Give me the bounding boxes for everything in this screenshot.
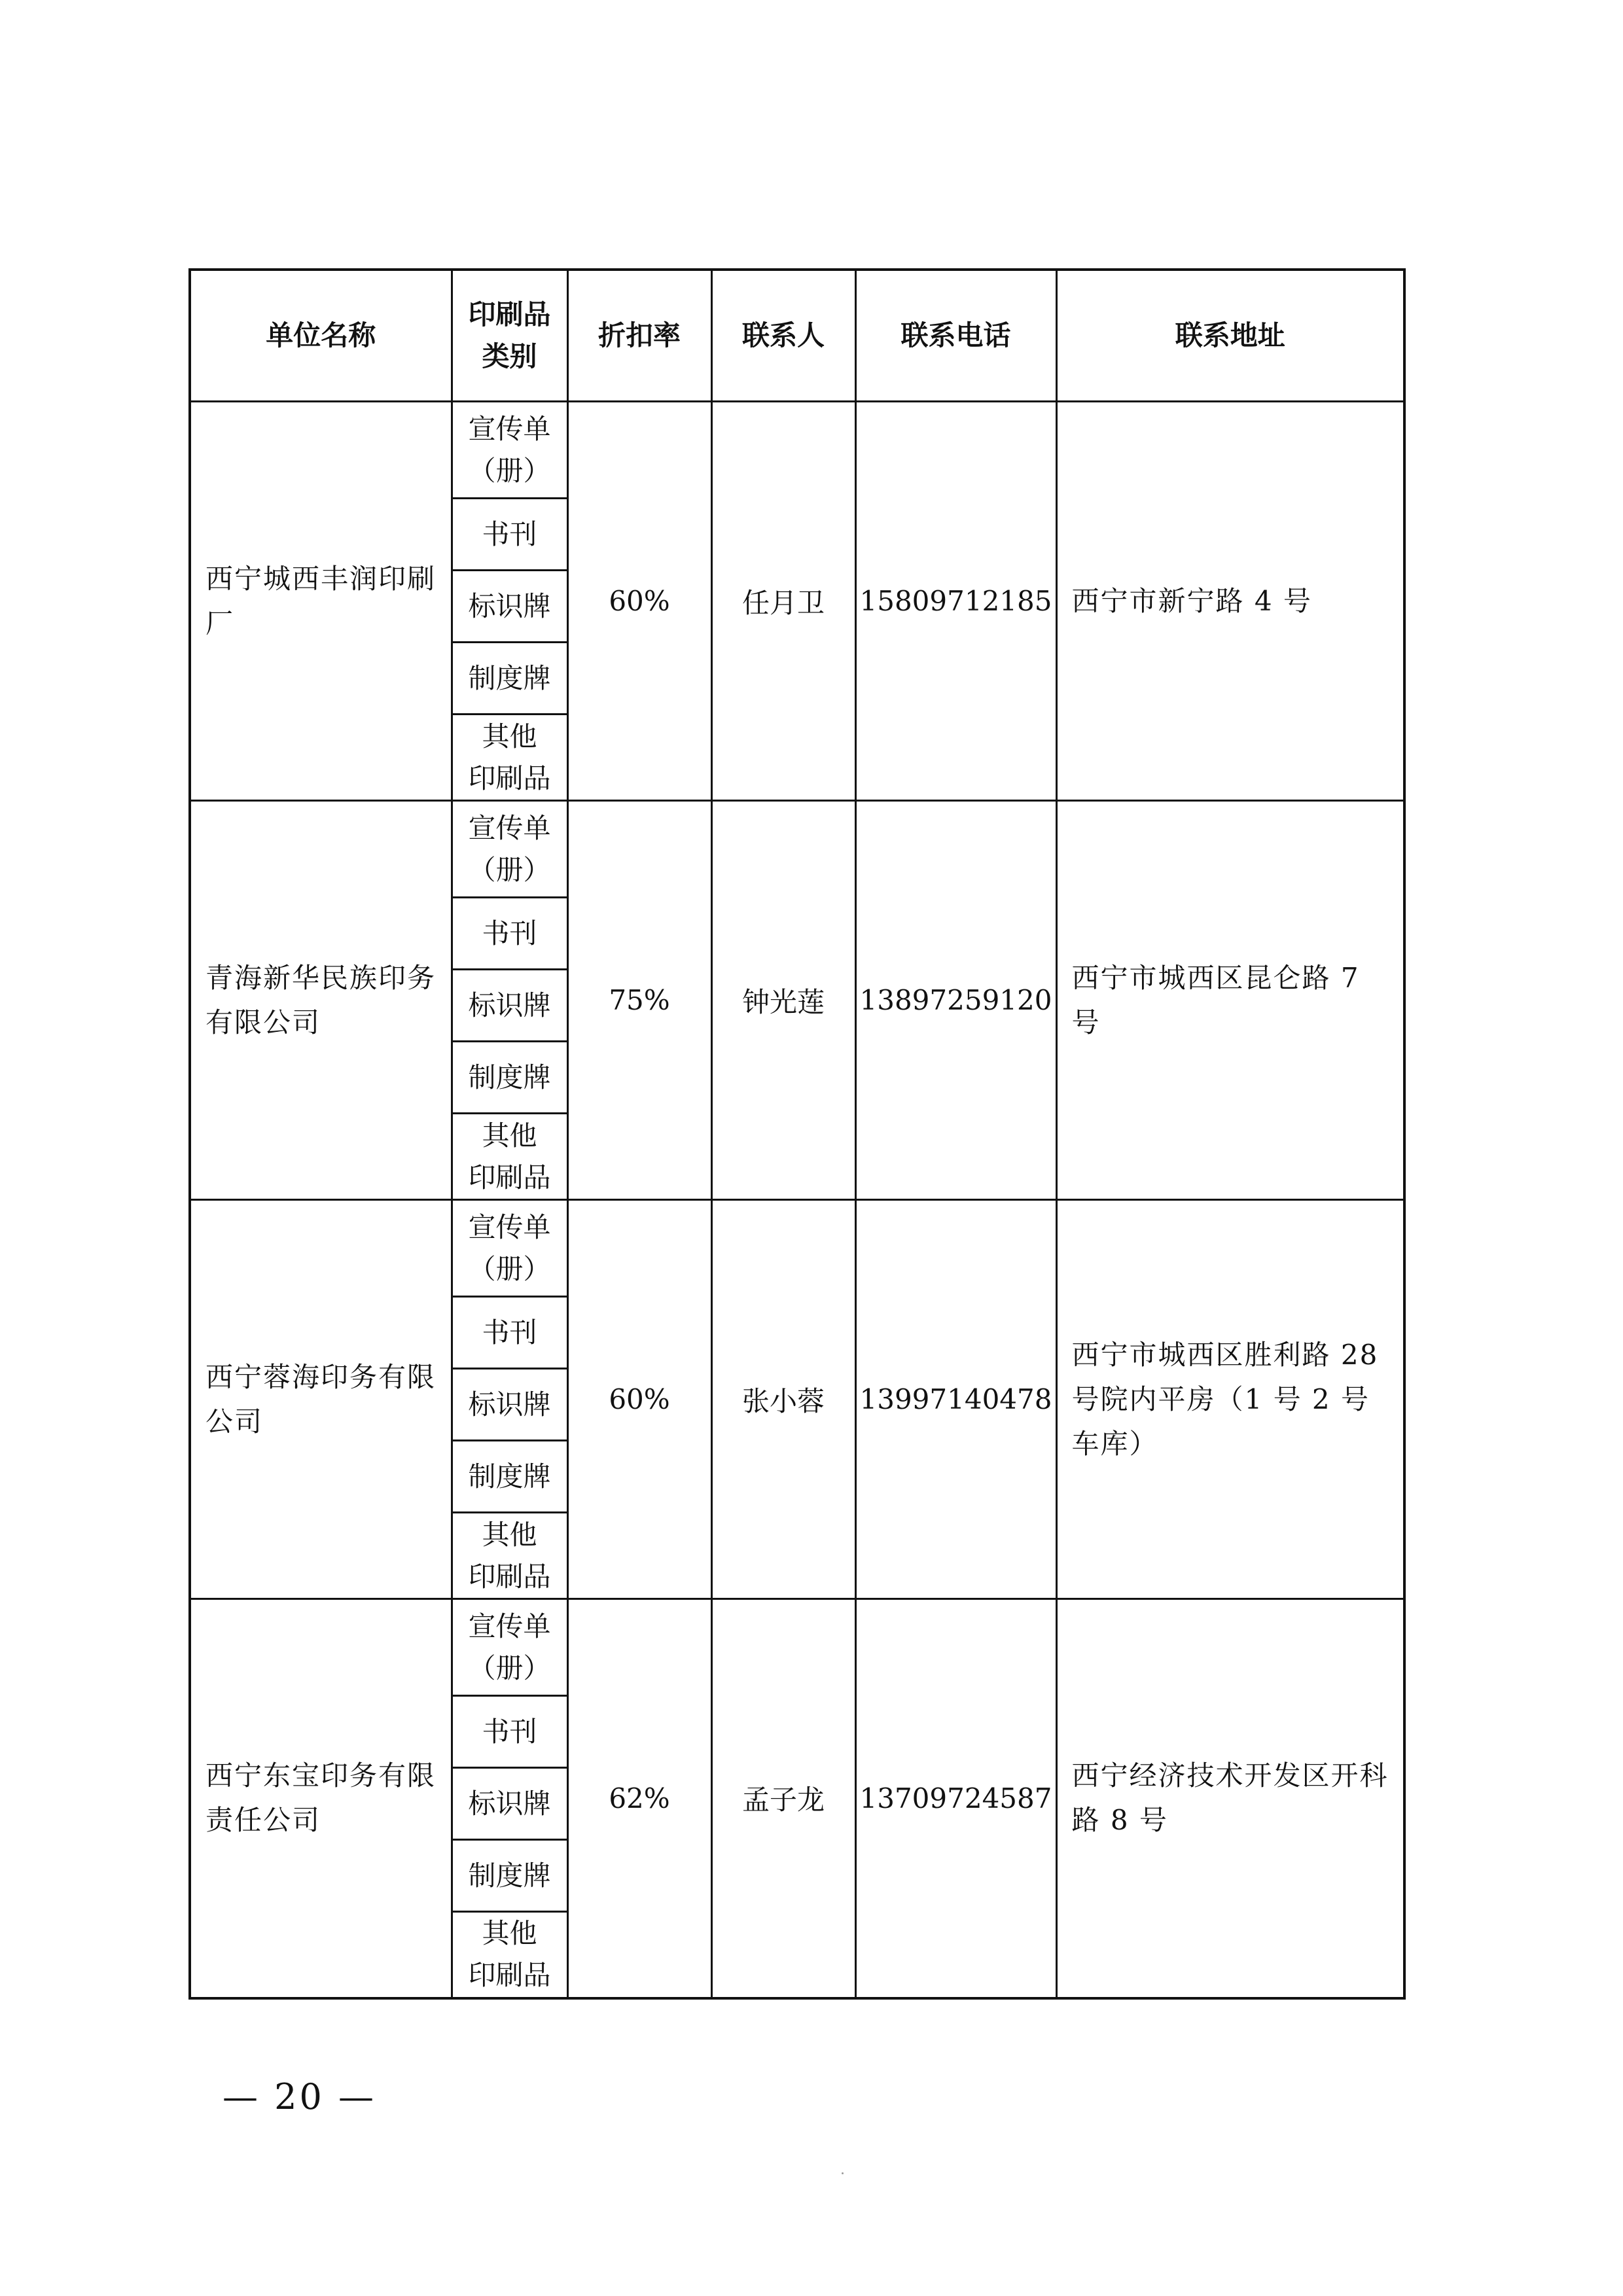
- category-cell: [452, 1114, 567, 1200]
- category-label: 印刷品: [468, 1560, 551, 1593]
- category-cell: 书刊: [452, 898, 567, 970]
- category-label: 宣传单: [468, 1210, 551, 1243]
- category-cell: 书刊: [452, 499, 567, 571]
- category-cell: 标识牌: [452, 970, 567, 1042]
- table-row: [190, 402, 1404, 499]
- contact-cell: 孟子龙: [711, 1599, 855, 1998]
- category-cell: [452, 715, 567, 801]
- category-cell: 制度牌: [452, 1042, 567, 1114]
- table-row: [190, 1200, 1404, 1297]
- category-cell: [452, 1513, 567, 1599]
- category-label: 宣传单: [468, 412, 551, 445]
- category-cell: [452, 402, 567, 499]
- discount-cell: 60%: [567, 1200, 711, 1599]
- category-cell: 书刊: [452, 1696, 567, 1768]
- phone-cell: 15809712185: [855, 402, 1056, 801]
- discount-cell: 62%: [567, 1599, 711, 1998]
- category-label: 其他: [482, 720, 537, 752]
- unit-name-cell: 西宁蓉海印务有限公司: [190, 1200, 452, 1599]
- address-cell: 西宁经济技术开发区开科路 8 号: [1056, 1599, 1404, 1998]
- unit-name-cell: 西宁东宝印务有限责任公司: [190, 1599, 452, 1998]
- category-cell: [452, 1912, 567, 1998]
- category-cell: [452, 1200, 567, 1297]
- unit-name-cell: 青海新华民族印务有限公司: [190, 801, 452, 1200]
- category-cell: 制度牌: [452, 1840, 567, 1912]
- category-label: （册）: [468, 853, 551, 886]
- category-label: 其他: [482, 1119, 537, 1152]
- table-header-row: [190, 270, 1404, 402]
- phone-cell: 13997140478: [855, 1200, 1056, 1599]
- header-category: [452, 270, 567, 402]
- address-cell: 西宁市城西区胜利路 28 号院内平房（1 号 2 号车库）: [1056, 1200, 1404, 1599]
- category-label: 宣传单: [468, 811, 551, 844]
- header-address: 联系地址: [1056, 270, 1404, 402]
- scan-speck: [842, 2172, 844, 2174]
- address-cell: 西宁市城西区昆仑路 7 号: [1056, 801, 1404, 1200]
- discount-cell: 75%: [567, 801, 711, 1200]
- table-row: [190, 1599, 1404, 1696]
- category-label: 其他: [482, 1518, 537, 1551]
- phone-cell: 13709724587: [855, 1599, 1056, 1998]
- category-cell: 制度牌: [452, 643, 567, 715]
- category-label: 印刷品: [468, 762, 551, 794]
- discount-cell: 60%: [567, 402, 711, 801]
- contact-cell: 任月卫: [711, 402, 855, 801]
- phone-cell: 13897259120: [855, 801, 1056, 1200]
- unit-name-cell: 西宁城西丰润印刷厂: [190, 402, 452, 801]
- category-cell: 标识牌: [452, 1768, 567, 1840]
- category-label: （册）: [468, 1651, 551, 1684]
- category-cell: 制度牌: [452, 1441, 567, 1513]
- category-label: 印刷品: [468, 1161, 551, 1193]
- category-cell: 标识牌: [452, 571, 567, 643]
- category-cell: [452, 1599, 567, 1696]
- address-cell: 西宁市新宁路 4 号: [1056, 402, 1404, 801]
- category-cell: 标识牌: [452, 1369, 567, 1441]
- page-number: — 20 —: [223, 2076, 377, 2117]
- category-label: 宣传单: [468, 1610, 551, 1642]
- header-discount: 折扣率: [567, 270, 711, 402]
- category-label: 其他: [482, 1917, 537, 1950]
- header-phone: 联系电话: [855, 270, 1056, 402]
- category-label: （册）: [468, 454, 551, 487]
- printing-vendor-table: [188, 268, 1406, 2000]
- header-category-line1: 印刷品: [468, 298, 551, 330]
- header-category-line2: 类别: [482, 340, 537, 372]
- category-label: （册）: [468, 1252, 551, 1285]
- contact-cell: 钟光莲: [711, 801, 855, 1200]
- category-cell: 书刊: [452, 1297, 567, 1369]
- header-unit: 单位名称: [190, 270, 452, 402]
- header-contact: 联系人: [711, 270, 855, 402]
- category-label: 印刷品: [468, 1959, 551, 1992]
- table-row: [190, 801, 1404, 898]
- contact-cell: 张小蓉: [711, 1200, 855, 1599]
- category-cell: [452, 801, 567, 898]
